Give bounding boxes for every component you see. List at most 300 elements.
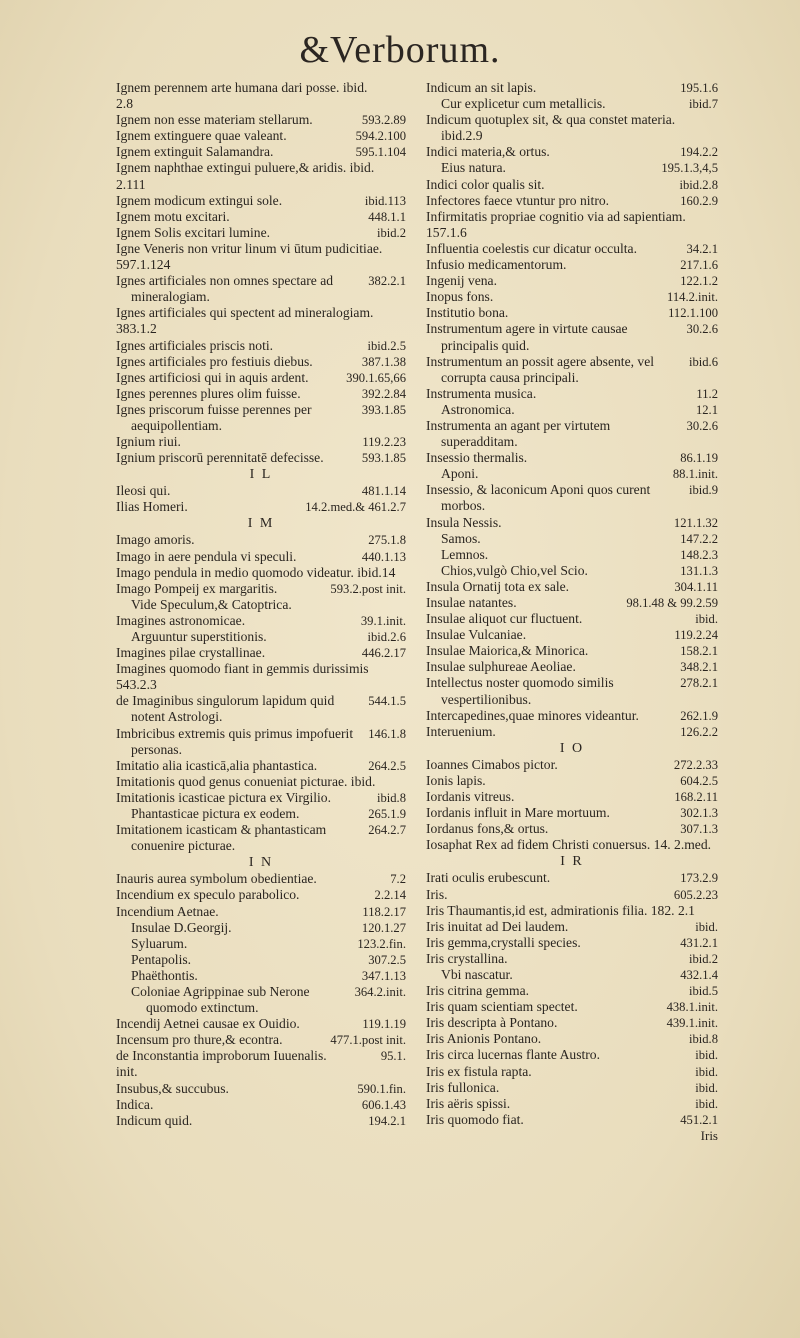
index-entry [426,919,718,935]
entry-text: Insulae sulphureae Aeoliae. [426,659,576,675]
entry-text: Imbricibus extremis quis primus impofuerit personas. [116,725,354,757]
entry-reference: 195.1.3,4,5 [661,161,718,176]
entry-reference: 30.2.6 [686,418,718,433]
section-heading: I L [249,467,273,483]
entry-text: Ignes artificiales qui spectent ad mineralogiam. [116,305,374,321]
index-entry [116,629,406,645]
index-entry [116,936,406,952]
entry-reference: 7.2 [390,872,406,887]
entry-reference: 605.2.23 [673,887,718,902]
entry-reference: 606.1.43 [361,1097,406,1112]
entry-text: Insula Nessis. [426,514,502,530]
index-entry [426,386,718,402]
entry-text: Iris circa lucernas flante Austro. [426,1047,601,1063]
index-entry [426,482,718,514]
entry-reference: 120.1.27 [361,920,406,935]
index-entry [426,193,718,209]
entry-reference: 364.2.init. [354,984,406,999]
entry-reference: 302.1.3 [680,806,718,821]
entry-text: Insulae Maiorica,& Minorica. [426,643,589,659]
entry-text: Chios,vulgò Chio,vel Scio. [441,562,588,578]
index-entry [426,241,718,257]
index-entry [426,402,718,418]
index-entry [116,565,406,581]
index-entry [426,273,718,289]
entry-reference: 121.1.32 [673,515,718,530]
entry-text: Aponi. [441,466,479,482]
entry-reference: ibid. [695,1080,718,1095]
entry-text: Iris. [426,886,448,902]
entry-reference: 593.1.85 [361,451,406,466]
index-entry [426,1064,718,1080]
entry-text: 157.1.6 [426,224,467,240]
entry-text: Ignem non esse materiam stellarum. [116,112,313,128]
index-entry [426,887,718,903]
entry-text: Inopus fons. [426,289,494,305]
index-entry [116,338,406,354]
entry-reference: 307.2.5 [368,952,406,967]
index-entry [426,354,718,386]
entry-text: Ileosi qui. [116,483,171,499]
index-entry [426,805,718,821]
index-entry [426,627,718,643]
entry-reference: 307.1.3 [680,822,718,837]
entry-text: Ignem perennem arte humana dari posse. ibid. [116,80,368,95]
entry-reference: 160.2.9 [680,193,718,208]
entry-reference: 431.2.1 [680,935,718,950]
entry-text: Iris crystallina. [426,950,508,966]
entry-text: Insulae natantes. [426,595,517,610]
entry-text: Phaëthontis. [131,967,198,983]
entry-text: Lemnos. [441,546,489,562]
index-entry [116,193,406,209]
entry-reference: 86.1.19 [680,451,718,466]
index-entry [116,920,406,936]
entry-text: Ignes priscorum fuisse perennes per aequipollentiam. [116,401,312,433]
entry-reference: 158.2.1 [680,644,718,659]
entry-reference: 438.1.init. [666,1000,718,1015]
entry-reference: 194.2.2 [680,145,718,160]
entry-text: Ignem modicum extingui sole. [116,192,283,208]
entry-reference: ibid.5 [688,984,718,999]
entry-reference: 173.2.9 [680,871,718,886]
index-entry [426,466,718,482]
index-entry [116,177,406,193]
entry-text: Infusio medicamentorum. [426,257,567,273]
entry-text: Ignium riui. [116,434,181,450]
index-entry [426,935,718,951]
index-entry [116,434,406,450]
index-entry [116,790,406,806]
entry-reference: ibid. [695,1064,718,1079]
entry-reference: 119.2.24 [674,628,718,643]
entry-text: Ignes artificiales pro festiuis diebus. [116,353,313,369]
entry-reference: 217.1.6 [680,258,718,273]
entry-text: Imago Pompeij ex margaritis. [116,580,278,596]
index-entry [116,273,406,305]
index-entry [116,1032,406,1048]
entry-text: Infectores faece vtuntur pro nitro. [426,192,610,208]
entry-text: Instrumenta musica. [426,385,537,401]
entry-reference: 88.1.init. [672,467,718,482]
index-entry [116,112,406,128]
entry-reference: 195.1.6 [680,81,718,95]
entry-text: Ignes perennes plures olim fuisse. [116,385,301,401]
entry-text: Arguuntur superstitionis. [131,629,267,644]
entry-text: Imago pendula in medio quomodo videatur. ibid.14 [116,564,396,580]
index-entry [116,904,406,920]
entry-text: Interuenium. [426,723,496,739]
index-entry [426,160,718,176]
entry-text: Ingenij vena. [426,273,497,289]
entry-text: Insulae aliquot cur fluctuent. [426,611,583,627]
index-entry [426,531,718,547]
index-entry [426,547,718,563]
entry-text: Imagines quomodo fiant in gemmis durissimis [116,661,369,677]
entry-reference: ibid.113 [364,193,406,208]
entry-text: Insessio, & laconicum Aponi quos curent morbos. [426,482,651,514]
index-entry [116,661,406,677]
section-heading: I M [247,516,275,532]
index-entry [426,1047,718,1063]
entry-reference: 168.2.11 [674,790,718,805]
entry-reference: 12.1 [695,402,718,417]
entry-reference: 123.2.fin. [357,936,406,951]
entry-text: Samos. [441,530,481,546]
entry-text: Inauris aurea symbolum obedientiae. [116,871,317,887]
index-entry [426,1096,718,1112]
index-entry [426,305,718,321]
entry-reference: 39.1.init. [360,613,406,628]
entry-reference: 278.2.1 [680,676,718,691]
index-entry [116,887,406,903]
entry-text: Insubus,& succubus. [116,1080,229,1096]
entry-reference: 147.2.2 [680,531,718,546]
entry-text: Phantasticae pictura ex eodem. [131,806,300,822]
index-entry [116,806,406,822]
index-entry [426,563,718,579]
entry-reference: 30.2.6 [686,322,718,337]
index-entry [426,643,718,659]
index-entry [426,80,718,96]
index-entry [426,418,718,450]
index-entry [426,1112,718,1128]
index-entry [116,1048,406,1064]
entry-reference: 440.1.13 [361,549,406,564]
section-heading: I N [248,855,274,871]
index-entry [426,595,718,611]
page-header: &Verborum. [299,29,501,71]
index-entry [116,305,406,321]
index-entry [426,789,718,805]
entry-reference: ibid. [695,1048,718,1063]
entry-text: Iris aëris spissi. [426,1095,511,1111]
entry-reference: ibid.2 [376,225,406,240]
index-entry [426,951,718,967]
index-entry [116,370,406,386]
entry-text: Indica. [116,1096,154,1112]
entry-text: de Inconstantia improborum Iuuenalis. [116,1048,327,1064]
index-entry [116,96,406,112]
entry-text: Iordanis vitreus. [426,789,515,805]
entry-reference: 119.1.19 [362,1017,406,1032]
index-entry [426,1080,718,1096]
index-entry [116,984,406,1016]
index-entry [426,96,718,112]
entry-text: Intellectus noster quomodo similis vespertilionibus. [426,675,614,707]
entry-reference: ibid.6 [688,354,718,369]
left-column [116,80,406,1129]
index-entry [426,708,718,724]
entry-text: 2.111 [116,176,146,192]
entry-text: Indici color qualis sit. [426,176,545,192]
index-entry [116,774,406,790]
entry-reference: 11.2 [696,386,718,401]
index-entry [116,80,406,96]
index-entry [116,1097,406,1113]
index-entry [116,726,406,758]
entry-text: Imagines astronomicae. [116,612,246,628]
entry-reference: 148.2.3 [680,547,718,562]
index-entry [116,645,406,661]
entry-reference: 593.2.89 [361,113,406,128]
entry-reference: 390.1.65,66 [346,370,406,385]
entry-text: Pentapolis. [131,951,192,967]
entry-reference: 393.1.85 [361,402,406,417]
entry-text: Insulae Vulcaniae. [426,627,527,643]
entry-reference: 2.2.14 [374,888,406,903]
entry-reference: ibid. [695,919,718,934]
entry-text: Iris descripta à Pontano. [426,1015,558,1031]
entry-text: Iris quam scientiam spectet. [426,999,578,1015]
index-entry [426,611,718,627]
index-entry [116,386,406,402]
entry-text: Iris citrina gemma. [426,983,530,999]
index-entry [426,837,718,853]
entry-reference: 272.2.33 [673,757,718,772]
entry-text: Vide Speculum,& Catoptrica. [131,596,292,612]
index-entry [426,999,718,1015]
entry-reference: 262.1.9 [680,708,718,723]
index-entry [116,450,406,466]
entry-text: Vbi nascatur. [441,966,513,982]
entry-reference: ibid. [695,1096,718,1111]
index-entry [426,144,718,160]
section-heading: I R [560,854,584,870]
entry-reference: ibid. [695,612,718,627]
entry-reference: 382.2.1 [368,274,406,289]
entry-text: Incendium Aetnae. [116,903,219,919]
index-entry [426,903,718,919]
entry-reference: 304.1.11 [674,579,718,594]
index-entry [426,1015,718,1031]
entry-reference: 95.1. [380,1049,406,1064]
entry-reference: 387.1.38 [361,354,406,369]
index-entry [426,289,718,305]
entry-reference: 590.1.fin. [357,1081,406,1096]
index-entry [116,144,406,160]
index-entry [116,532,406,548]
entry-text: Cur explicetur cum metallicis. [441,96,606,112]
entry-text: Imitationem icasticam & phantasticam conuenire picturae. [116,822,327,854]
entry-reference: 119.2.23 [362,435,406,450]
entry-text: Imitationis icasticae pictura ex Virgilio. [116,789,331,805]
entry-text: Indici materia,& ortus. [426,144,550,160]
entry-text: Indicum quotuplex sit, & qua constet materia. ibid.2.9 [426,112,676,144]
entry-text: Ignem motu excitari. [116,208,230,224]
index-entry [116,321,406,337]
entry-text: Ignem extinguit Salamandra. [116,144,274,160]
entry-reference: 126.2.2 [680,724,718,739]
index-entry [426,112,718,144]
index-entry [116,160,406,176]
index-entry [116,499,406,515]
index-entry [116,677,406,693]
entry-reference: 594.2.100 [355,129,406,144]
entry-text: Imago in aere pendula vi speculi. [116,548,297,564]
entry-text: Imitatio alia icasticā,alia phantastica. [116,757,318,773]
index-entry [116,822,406,854]
index-entry [426,773,718,789]
index-entry [116,257,406,273]
entry-text: Insessio thermalis. [426,450,528,466]
index-entry [116,128,406,144]
entry-reference: 544.1.5 [368,694,406,709]
entry-text: Astronomica. [441,401,515,417]
entry-text: Ignium priscorū perennitatē defecisse. [116,450,324,466]
entry-text: Ignes artificiales priscis noti. [116,337,274,353]
entry-text: Coloniae Agrippinae sub Nerone quomodo extinctum. [131,983,310,1016]
entry-text: Igne Veneris non vritur linum vi ūtum pudicitiae. [116,240,383,256]
entry-text: Ignem naphthae extingui puluere,& aridis. ibid. [116,160,375,176]
entry-text: Indicum quid. [116,1112,193,1128]
index-entry [426,225,718,241]
index-entry [116,225,406,241]
entry-text: Indicum an sit lapis. [426,80,537,95]
entry-text: Iris Thaumantis,id est, admirationis filia. 182. 2.1 [426,902,695,918]
entry-text: Ignes artificiales non omnes spectare ad mineralogiam. [116,273,334,305]
index-entry [116,693,406,725]
entry-text: Insula Ornatij tota ex sale. [426,578,570,594]
entry-text: Instrumentum an possit agere absente, vel corrupta causa principali. [426,353,655,385]
entry-reference: 264.2.5 [368,758,406,773]
entry-text: Incendium ex speculo parabolico. [116,887,300,903]
entry-text: Influentia coelestis cur dicatur occulta. [426,240,637,256]
index-entry [116,581,406,597]
entry-text: Imitationis quod genus conueniat picturae. ibid. [116,773,376,789]
index-entry [426,821,718,837]
index-entry [116,483,406,499]
entry-text: Ionis lapis. [426,772,486,788]
entry-reference: 194.2.1 [368,1113,406,1128]
entry-reference: ibid.9 [688,483,718,498]
entry-text: Insulae D.Georgij. [131,919,232,935]
index-entry [116,209,406,225]
entry-text: Eius natura. [441,160,506,176]
index-entry [116,597,406,613]
entry-text: Imagines pilae crystallinae. [116,645,266,661]
entry-reference: 593.2.post init. [330,581,406,596]
entry-text: Intercapedines,quae minores videantur. [426,707,639,723]
entry-text: de Imaginibus singulorum lapidum quid notent Astrologi. [116,693,335,725]
index-entry [426,659,718,675]
entry-text: Iosaphat Rex ad fidem Christi conuersus. 14. 2.med. [426,837,712,853]
section-heading: I O [559,740,585,756]
entry-reference: 347.1.13 [361,968,406,983]
entry-reference: ibid.2 [688,951,718,966]
entry-reference: 481.1.14 [361,484,406,499]
entry-reference: 118.2.17 [362,904,406,919]
entry-text: Iris fullonica. [426,1079,500,1095]
entry-text: Instrumentum agere in virtute causae principalis quid. [426,321,628,353]
index-entry [116,1081,406,1097]
index-entry [116,968,406,984]
entry-text: Infirmitatis propriae cognitio via ad sapientiam. [426,208,686,224]
entry-reference: 122.1.2 [680,274,718,289]
entry-reference: 275.1.8 [368,533,406,548]
entry-reference: ibid.2.8 [679,177,718,192]
index-entry [116,402,406,434]
entry-reference: 446.2.17 [361,646,406,661]
entry-reference: 146.1.8 [368,726,406,741]
entry-reference: ibid.8 [376,790,406,805]
entry-text: 383.1.2 [116,321,157,337]
index-entry [426,675,718,707]
entry-text: Syluarum. [131,935,188,951]
index-entry [116,1064,406,1080]
index-entry [426,724,718,740]
index-entry [426,983,718,999]
entry-text: Incensum pro thure,& econtra. [116,1032,283,1048]
index-entry [116,758,406,774]
index-entry [426,209,718,225]
entry-text: Ignes artificiosi qui in aquis ardent. [116,369,309,385]
index-entry [426,967,718,983]
entry-reference: 451.2.1 [680,1112,718,1127]
entry-text: Ioannes Cimabos pictor. [426,756,558,772]
entry-reference: 348.2.1 [680,660,718,675]
entry-reference: ibid.7 [688,97,718,112]
entry-text: Iris ex fistula rapta. [426,1063,532,1079]
entry-reference: 131.1.3 [680,563,718,578]
entry-text: init. [116,1064,138,1080]
index-entry [116,1113,406,1129]
entry-text: Ignem Solis excitari lumine. [116,224,271,240]
entry-text: Iris quomodo fiat. [426,1111,524,1127]
index-entry [116,613,406,629]
index-entry [426,450,718,466]
entry-reference: ibid.2.6 [367,630,406,644]
entry-text: Instrumenta an agant per virtutem superadditam. [426,417,611,450]
entry-text: Iris inuitat ad Dei laudem. [426,918,569,934]
entry-reference: ibid.8 [688,1032,718,1047]
entry-reference: 448.1.1 [368,209,406,224]
index-entry [426,177,718,193]
entry-reference: 14.2.med.& 461.2.7 [305,500,406,515]
entry-reference: ibid.2.5 [367,338,406,353]
entry-text: Ignem extinguere quae valeant. [116,128,287,144]
entry-text: 543.2.3 [116,677,157,693]
entry-reference: 439.1.init. [666,1016,718,1031]
entry-reference: 604.2.5 [680,773,718,788]
entry-text: Iris gemma,crystalli species. [426,934,581,950]
entry-reference: 112.1.100 [668,306,718,321]
entry-reference: 114.2.init. [667,290,718,305]
index-entry [426,579,718,595]
entry-reference: 265.1.9 [368,807,406,822]
entry-reference: 264.2.7 [368,823,406,838]
entry-text: Incendij Aetnei causae ex Ouidio. [116,1016,300,1032]
